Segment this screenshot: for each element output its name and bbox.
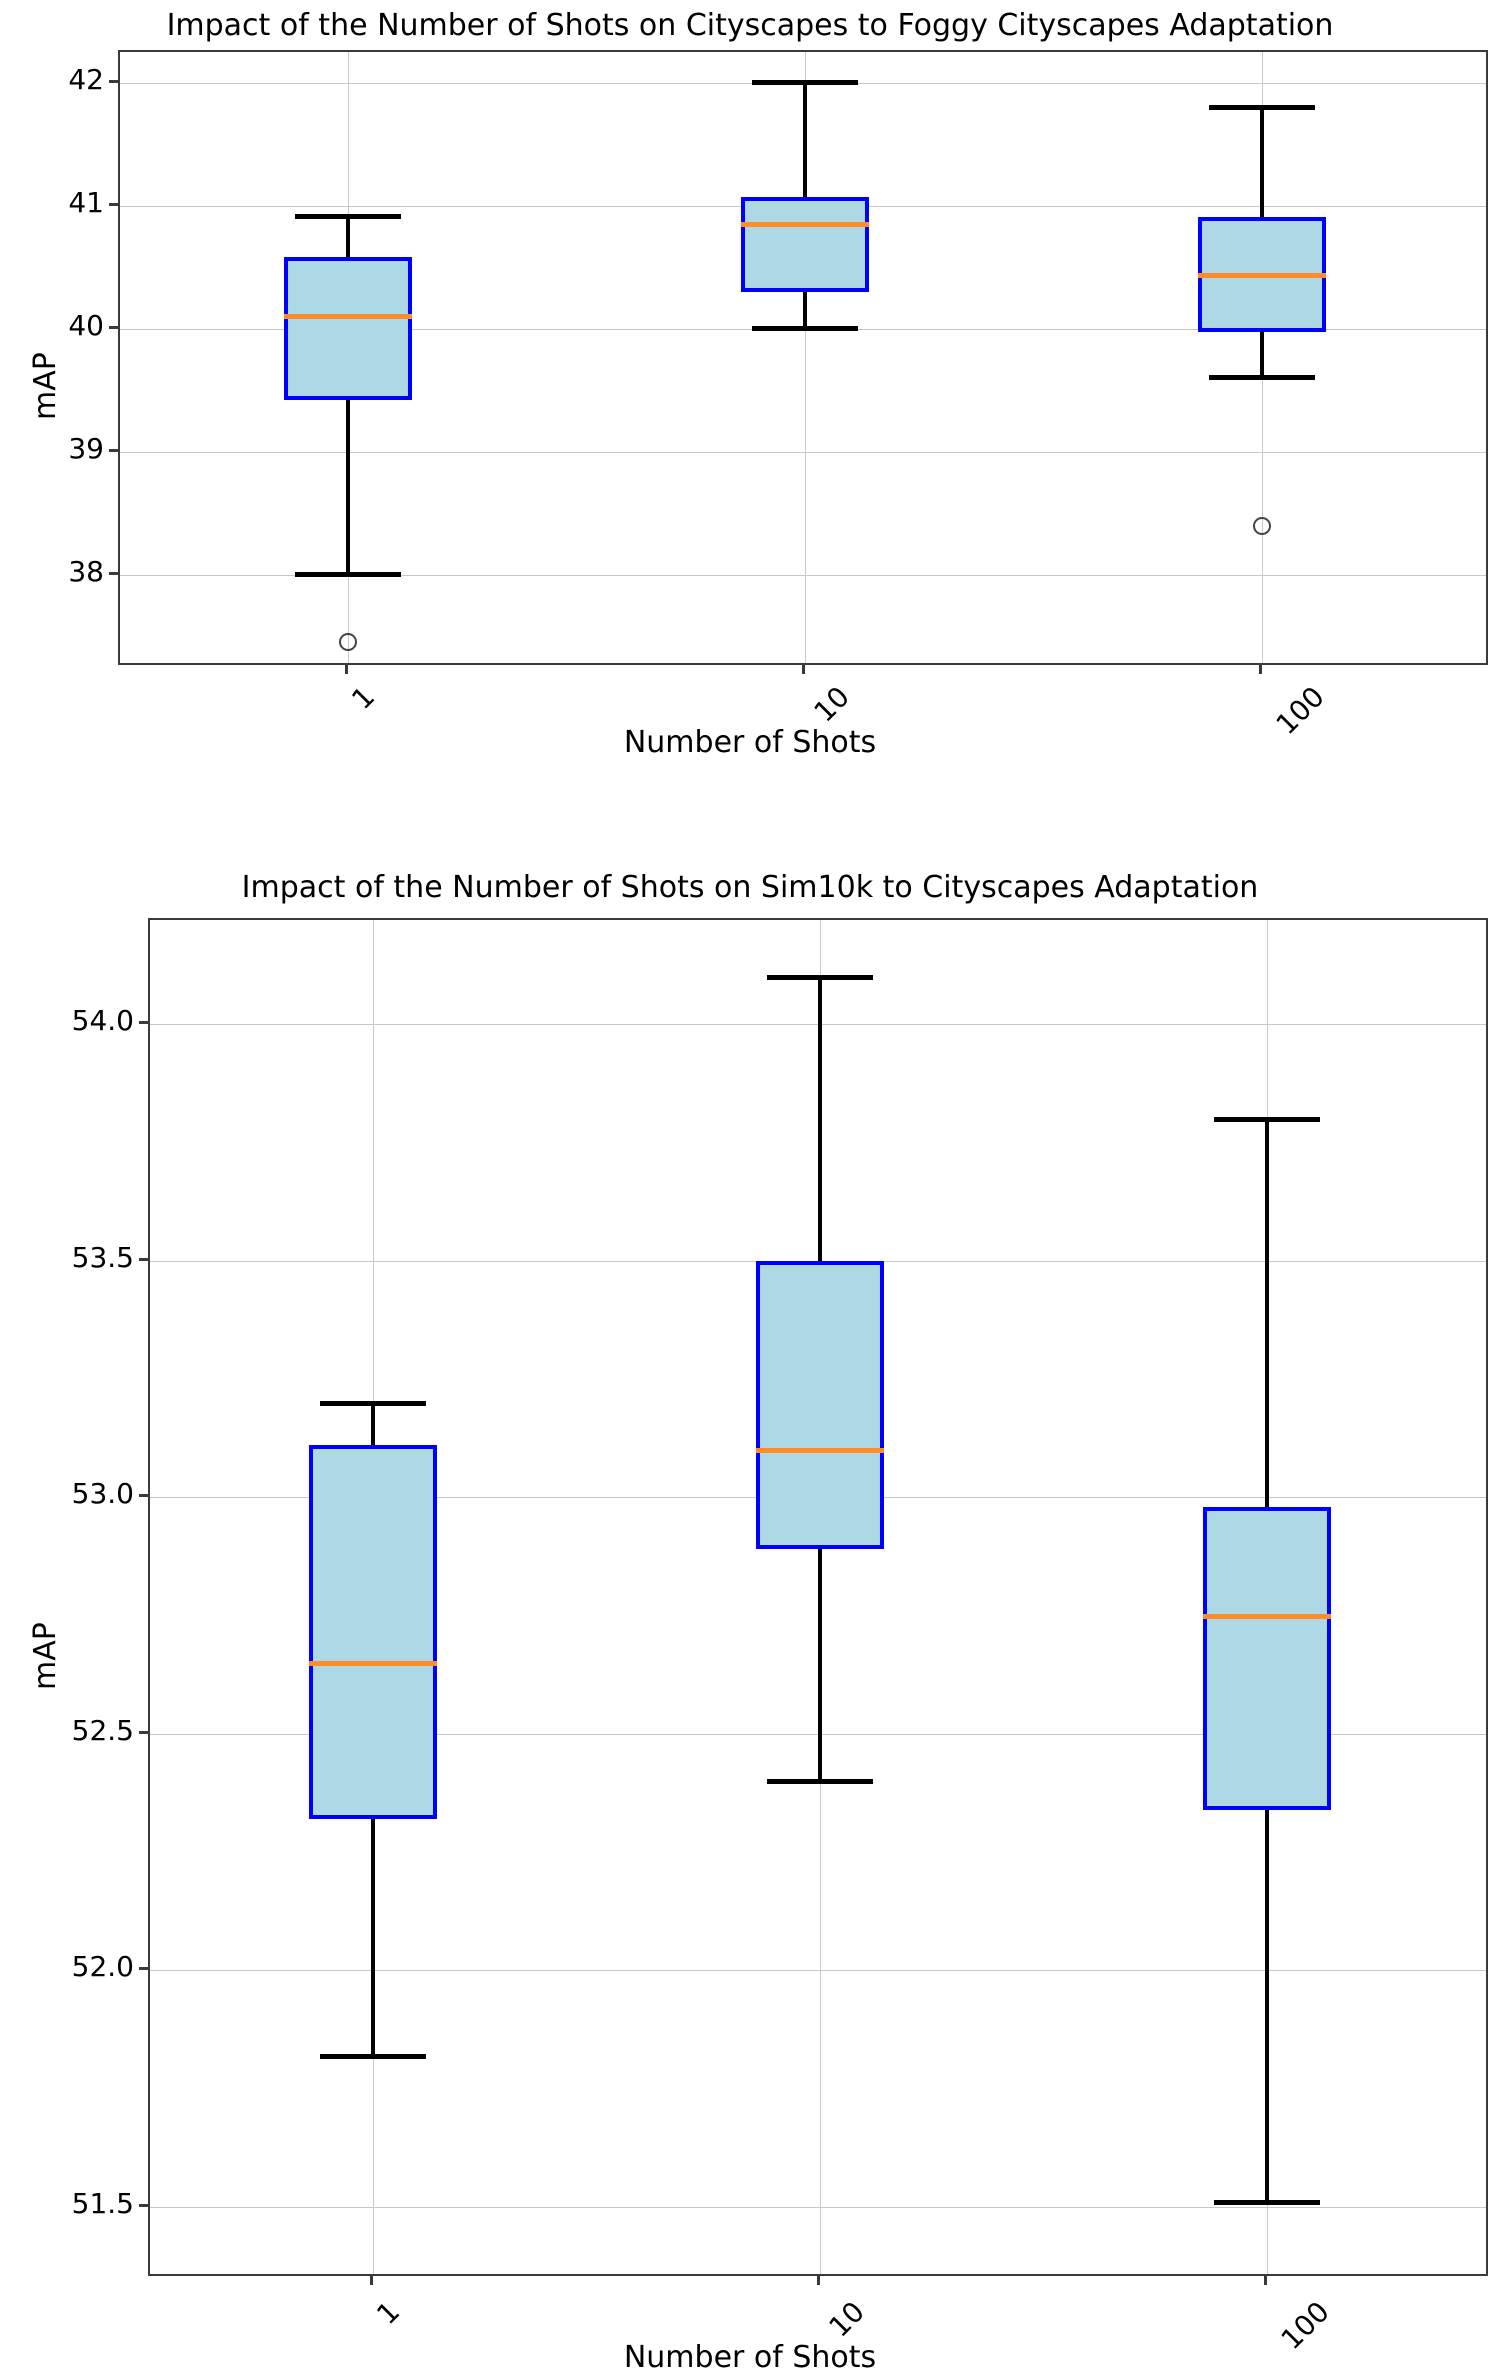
whisker-upper [1260, 107, 1264, 216]
y-tick-label: 54.0 [71, 1004, 134, 1038]
whisker-lower [371, 1819, 375, 2056]
median-line [284, 314, 412, 319]
x-tick-label: 100 [1269, 680, 1331, 742]
x-tick-label: 10 [807, 680, 856, 729]
whisker-cap-lower [320, 2054, 427, 2059]
chart-title-top: Impact of the Number of Shots on Cityscapes to Foggy Cityscapes Adaptation [166, 8, 1334, 43]
y-tick-mark [139, 1021, 148, 1024]
whisker-cap-upper [1209, 105, 1316, 110]
box [309, 1445, 437, 1819]
median-line [741, 222, 869, 227]
x-tick-mark [1259, 665, 1262, 674]
median-line [309, 1661, 437, 1666]
whisker-upper [371, 1403, 375, 1446]
y-axis-label-bottom: mAP [28, 1622, 63, 1690]
x-tick-label: 1 [370, 2295, 407, 2331]
y-tick-mark [139, 1494, 148, 1497]
whisker-upper [818, 977, 822, 1261]
whisker-cap-upper [320, 1401, 427, 1406]
y-tick-label: 39 [68, 431, 104, 465]
outlier-point [1253, 517, 1271, 535]
median-line [1198, 273, 1326, 278]
chart-panel-top [0, 0, 1500, 850]
plot-area-top [118, 50, 1488, 665]
chart-panel-bottom [0, 850, 1500, 2375]
whisker-lower [803, 292, 807, 328]
chart-title-bottom: Impact of the Number of Shots on Sim10k to Cityscapes Adaptation [241, 870, 1259, 905]
whisker-upper [346, 216, 350, 258]
median-line [756, 1448, 884, 1453]
whisker-lower [1260, 332, 1264, 376]
y-gridline [150, 2207, 1486, 2208]
whisker-cap-lower [767, 1779, 874, 1784]
whisker-lower [346, 400, 350, 573]
box [741, 197, 869, 292]
whisker-cap-lower [295, 572, 402, 577]
plot-area-bottom [148, 918, 1488, 2276]
whisker-cap-upper [767, 975, 874, 980]
y-tick-label: 52.0 [71, 1950, 134, 1984]
x-axis-label-top: Number of Shots [623, 725, 877, 760]
whisker-cap-upper [752, 80, 859, 85]
x-tick-label: 1 [345, 680, 382, 716]
y-tick-mark [109, 203, 118, 206]
whisker-upper [1265, 1119, 1269, 1507]
box [756, 1261, 884, 1550]
y-tick-mark [139, 2204, 148, 2207]
y-tick-label: 40 [68, 308, 104, 342]
outlier-point [339, 633, 357, 651]
y-tick-mark [109, 572, 118, 575]
whisker-cap-lower [1214, 2200, 1321, 2205]
y-tick-label: 51.5 [71, 2187, 134, 2221]
x-tick-label: 10 [822, 2295, 871, 2344]
x-tick-mark [802, 665, 805, 674]
y-tick-label: 38 [68, 554, 104, 588]
y-axis-label-top: mAP [28, 352, 63, 420]
whisker-cap-upper [295, 214, 402, 219]
x-tick-label: 100 [1274, 2295, 1336, 2357]
box [284, 257, 412, 400]
y-tick-mark [139, 1258, 148, 1261]
whisker-lower [1265, 1810, 1269, 2203]
y-tick-label: 53.5 [71, 1240, 134, 1274]
y-gridline [150, 1970, 1486, 1971]
y-tick-label: 42 [68, 62, 104, 96]
x-tick-mark [817, 2276, 820, 2285]
whisker-upper [803, 82, 807, 198]
whisker-cap-lower [752, 326, 859, 331]
whisker-cap-lower [1209, 375, 1316, 380]
x-tick-mark [370, 2276, 373, 2285]
y-tick-label: 52.5 [71, 1713, 134, 1747]
x-axis-label-bottom: Number of Shots [623, 2340, 877, 2375]
y-tick-mark [139, 1967, 148, 1970]
y-tick-mark [109, 80, 118, 83]
x-tick-mark [1264, 2276, 1267, 2285]
median-line [1203, 1614, 1331, 1619]
y-tick-mark [109, 449, 118, 452]
y-gridline [120, 452, 1486, 453]
box [1203, 1507, 1331, 1810]
x-tick-mark [345, 665, 348, 674]
whisker-lower [818, 1549, 822, 1781]
y-tick-mark [139, 1731, 148, 1734]
y-tick-label: 53.0 [71, 1477, 134, 1511]
y-tick-label: 41 [68, 185, 104, 219]
y-tick-mark [109, 326, 118, 329]
whisker-cap-upper [1214, 1117, 1321, 1122]
